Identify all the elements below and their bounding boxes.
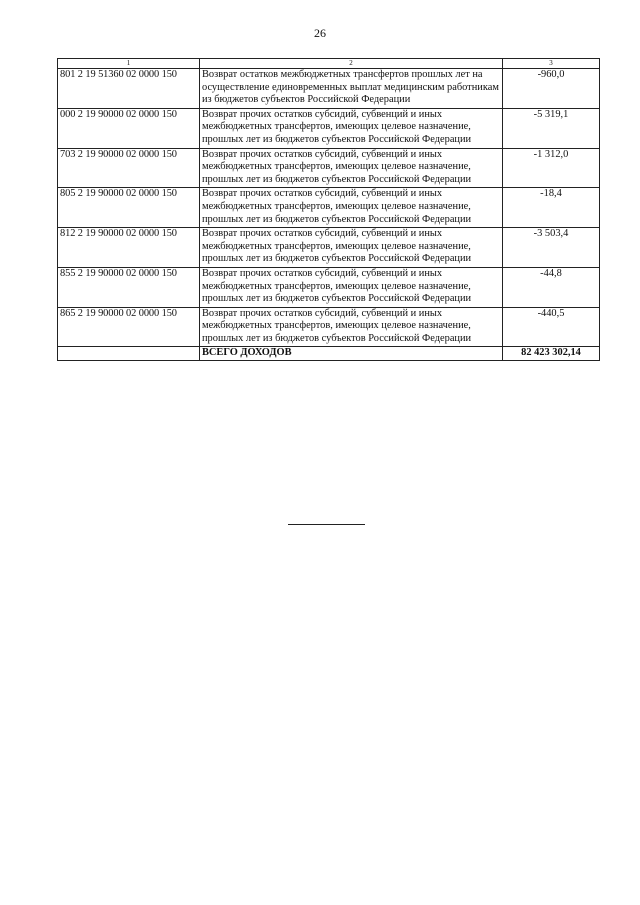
amount-cell: -44,8 — [503, 267, 600, 307]
description-cell: Возврат прочих остатков субсидий, субвенций и иных межбюджетных трансфертов, имеющих целевое назначение, прошлых лет из бюджетов субъектов Российской Федерации — [200, 108, 503, 148]
column-header-code: 1 — [58, 59, 200, 69]
table-row — [58, 307, 600, 347]
description-cell: Возврат прочих остатков субсидий, субвенций и иных межбюджетных трансфертов, имеющих целевое назначение, прошлых лет из бюджетов субъектов Российской Федерации — [200, 188, 503, 228]
column-header-amount: 3 — [503, 59, 600, 69]
budget-code-cell: 805 2 19 90000 02 0000 150 — [58, 188, 200, 228]
total-code-cell — [58, 347, 200, 361]
table-header-row — [58, 59, 600, 69]
description-cell: Возврат прочих остатков субсидий, субвенций и иных межбюджетных трансфертов, имеющих целевое назначение, прошлых лет из бюджетов субъектов Российской Федерации — [200, 148, 503, 188]
total-amount: 82 423 302,14 — [503, 347, 600, 361]
total-row — [58, 347, 600, 361]
closing-rule-divider — [288, 524, 365, 525]
table-row — [58, 108, 600, 148]
description-cell: Возврат прочих остатков субсидий, субвенций и иных межбюджетных трансфертов, имеющих целевое назначение, прошлых лет из бюджетов субъектов Российской Федерации — [200, 228, 503, 268]
table-row — [58, 148, 600, 188]
budget-code-cell: 000 2 19 90000 02 0000 150 — [58, 108, 200, 148]
page-number: 26 — [314, 26, 326, 40]
table-row — [58, 228, 600, 268]
budget-code-cell: 855 2 19 90000 02 0000 150 — [58, 267, 200, 307]
budget-code-cell: 865 2 19 90000 02 0000 150 — [58, 307, 200, 347]
amount-cell: -960,0 — [503, 69, 600, 109]
budget-code-cell: 801 2 19 51360 02 0000 150 — [58, 69, 200, 109]
amount-cell: -5 319,1 — [503, 108, 600, 148]
amount-cell: -440,5 — [503, 307, 600, 347]
budget-code-cell: 703 2 19 90000 02 0000 150 — [58, 148, 200, 188]
table-row — [58, 188, 600, 228]
amount-cell: -18,4 — [503, 188, 600, 228]
table-row — [58, 69, 600, 109]
column-header-name: 2 — [200, 59, 503, 69]
budget-code-cell: 812 2 19 90000 02 0000 150 — [58, 228, 200, 268]
amount-cell: -3 503,4 — [503, 228, 600, 268]
description-cell: Возврат остатков межбюджетных трансфертов прошлых лет на осуществление единовременных выплат медицинским работникам из бюджетов субъектов Российской Федерации — [200, 69, 503, 109]
revenue-table — [57, 58, 600, 361]
total-label: ВСЕГО ДОХОДОВ — [200, 347, 503, 361]
table-row — [58, 267, 600, 307]
description-cell: Возврат прочих остатков субсидий, субвенций и иных межбюджетных трансфертов, имеющих целевое назначение, прошлых лет из бюджетов субъектов Российской Федерации — [200, 267, 503, 307]
description-cell: Возврат прочих остатков субсидий, субвенций и иных межбюджетных трансфертов, имеющих целевое назначение, прошлых лет из бюджетов субъектов Российской Федерации — [200, 307, 503, 347]
amount-cell: -1 312,0 — [503, 148, 600, 188]
